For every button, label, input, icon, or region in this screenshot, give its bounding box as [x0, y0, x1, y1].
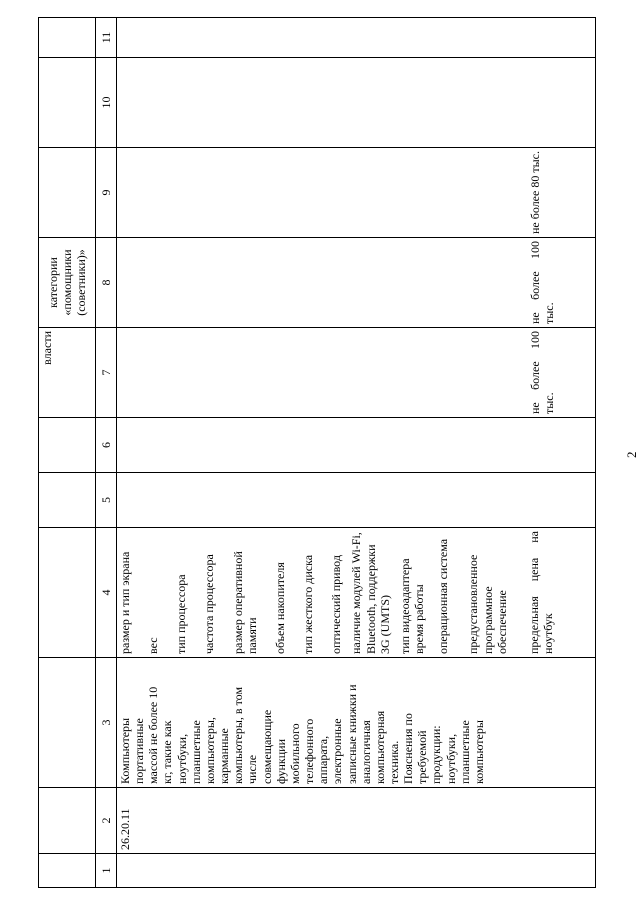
- name-line: техника.: [386, 740, 401, 784]
- product-name-cell: [117, 658, 596, 788]
- name-line: Компьютеры: [118, 717, 132, 784]
- empty-cell-10: [117, 58, 596, 148]
- header-cell-1: [39, 854, 96, 888]
- col-number: 7: [96, 328, 117, 418]
- row-index-cell: [117, 854, 596, 888]
- characteristic: размер оперативной памяти: [230, 551, 259, 654]
- name-line: требуемой: [415, 730, 430, 784]
- col-number: 10: [96, 58, 117, 148]
- header-cell-2: [39, 788, 96, 854]
- col-number: 9: [96, 148, 117, 238]
- name-line: электронные: [330, 718, 345, 784]
- col-number: 1: [96, 854, 117, 888]
- name-line: аналогичная: [358, 720, 373, 784]
- characteristic: операционная система: [436, 538, 451, 654]
- col-number: 4: [96, 528, 117, 658]
- table-row: [117, 18, 596, 888]
- name-line: кг, такие как: [160, 720, 175, 784]
- col-number: 5: [96, 473, 117, 528]
- name-line: планшетные: [188, 720, 203, 784]
- name-line: ноутбуки,: [443, 733, 458, 784]
- page-number: 2: [624, 451, 639, 458]
- header-cell-9: [39, 148, 96, 238]
- name-line: телефонного: [302, 718, 317, 784]
- name-line: портативные: [132, 718, 147, 784]
- empty-cell-11: [117, 18, 596, 58]
- characteristics-cell: [117, 528, 596, 658]
- characteristic: время работы: [412, 584, 427, 654]
- characteristic: наличие модулей Wi-Fi, Bluetooth, поддержки 3G (UMTS): [349, 532, 392, 654]
- header-cell-8: категории «помощники (советники)»: [39, 238, 96, 328]
- price-limit-col8: не более 100 тыс.: [117, 238, 596, 328]
- characteristic: предельная цена на ноутбук: [526, 531, 555, 654]
- header-cell-4: [39, 528, 96, 658]
- characteristic: частота процессора: [202, 554, 217, 654]
- rotated-document: [38, 18, 639, 888]
- name-line: продукции:: [429, 725, 444, 784]
- name-line: компьютеры,: [202, 717, 217, 784]
- name-line: компьютеры, в том: [231, 686, 246, 784]
- name-line: компьютеры: [471, 720, 486, 784]
- col-number: 2: [96, 788, 117, 854]
- characteristic: оптический привод: [329, 555, 344, 654]
- column-number-row: [96, 18, 117, 888]
- price-limit-col9: не более 80 тыс.: [117, 148, 596, 238]
- col-number: 11: [96, 18, 117, 58]
- header-cell-6: [39, 418, 96, 473]
- characteristic: размер и тип экрана: [118, 551, 132, 654]
- empty-cell-5: [117, 473, 596, 528]
- okpd-code: 26.20.11: [117, 788, 596, 854]
- name-line: компьютерная: [372, 710, 387, 784]
- price-limit-col7: не более 100 тыс.: [117, 328, 596, 418]
- name-line: Пояснения по: [401, 713, 416, 784]
- characteristic: тип процессора: [174, 574, 189, 654]
- characteristic: объем накопителя: [272, 562, 287, 654]
- empty-cell-6: [117, 418, 596, 473]
- name-line: аппарата,: [316, 735, 331, 784]
- header-cell-10: [39, 58, 96, 148]
- header-row: [39, 18, 96, 888]
- name-line: мобильного: [287, 723, 302, 784]
- name-line: совмещающие: [259, 709, 274, 784]
- col-number: 3: [96, 658, 117, 788]
- header-cell-5: [39, 473, 96, 528]
- characteristic: тип видеоадаптера: [397, 558, 412, 654]
- name-line: записные книжки и: [344, 684, 359, 784]
- col-number: 8: [96, 238, 117, 328]
- col-number: 6: [96, 418, 117, 473]
- characteristic: тип жесткого диска: [301, 554, 316, 654]
- header-cell-7: власти: [39, 328, 96, 418]
- name-line: массой не более 10: [146, 686, 161, 784]
- characteristic: предустановленное программное обеспечение: [466, 554, 509, 654]
- name-line: функции: [273, 739, 288, 784]
- name-line: планшетные: [457, 720, 472, 784]
- name-line: карманные: [217, 728, 232, 784]
- name-line: числе: [245, 754, 260, 784]
- characteristic: вес: [146, 637, 161, 654]
- requirements-table: [38, 17, 596, 888]
- header-cell-3: [39, 658, 96, 788]
- header-cell-11: [39, 18, 96, 58]
- name-line: ноутбуки,: [174, 733, 189, 784]
